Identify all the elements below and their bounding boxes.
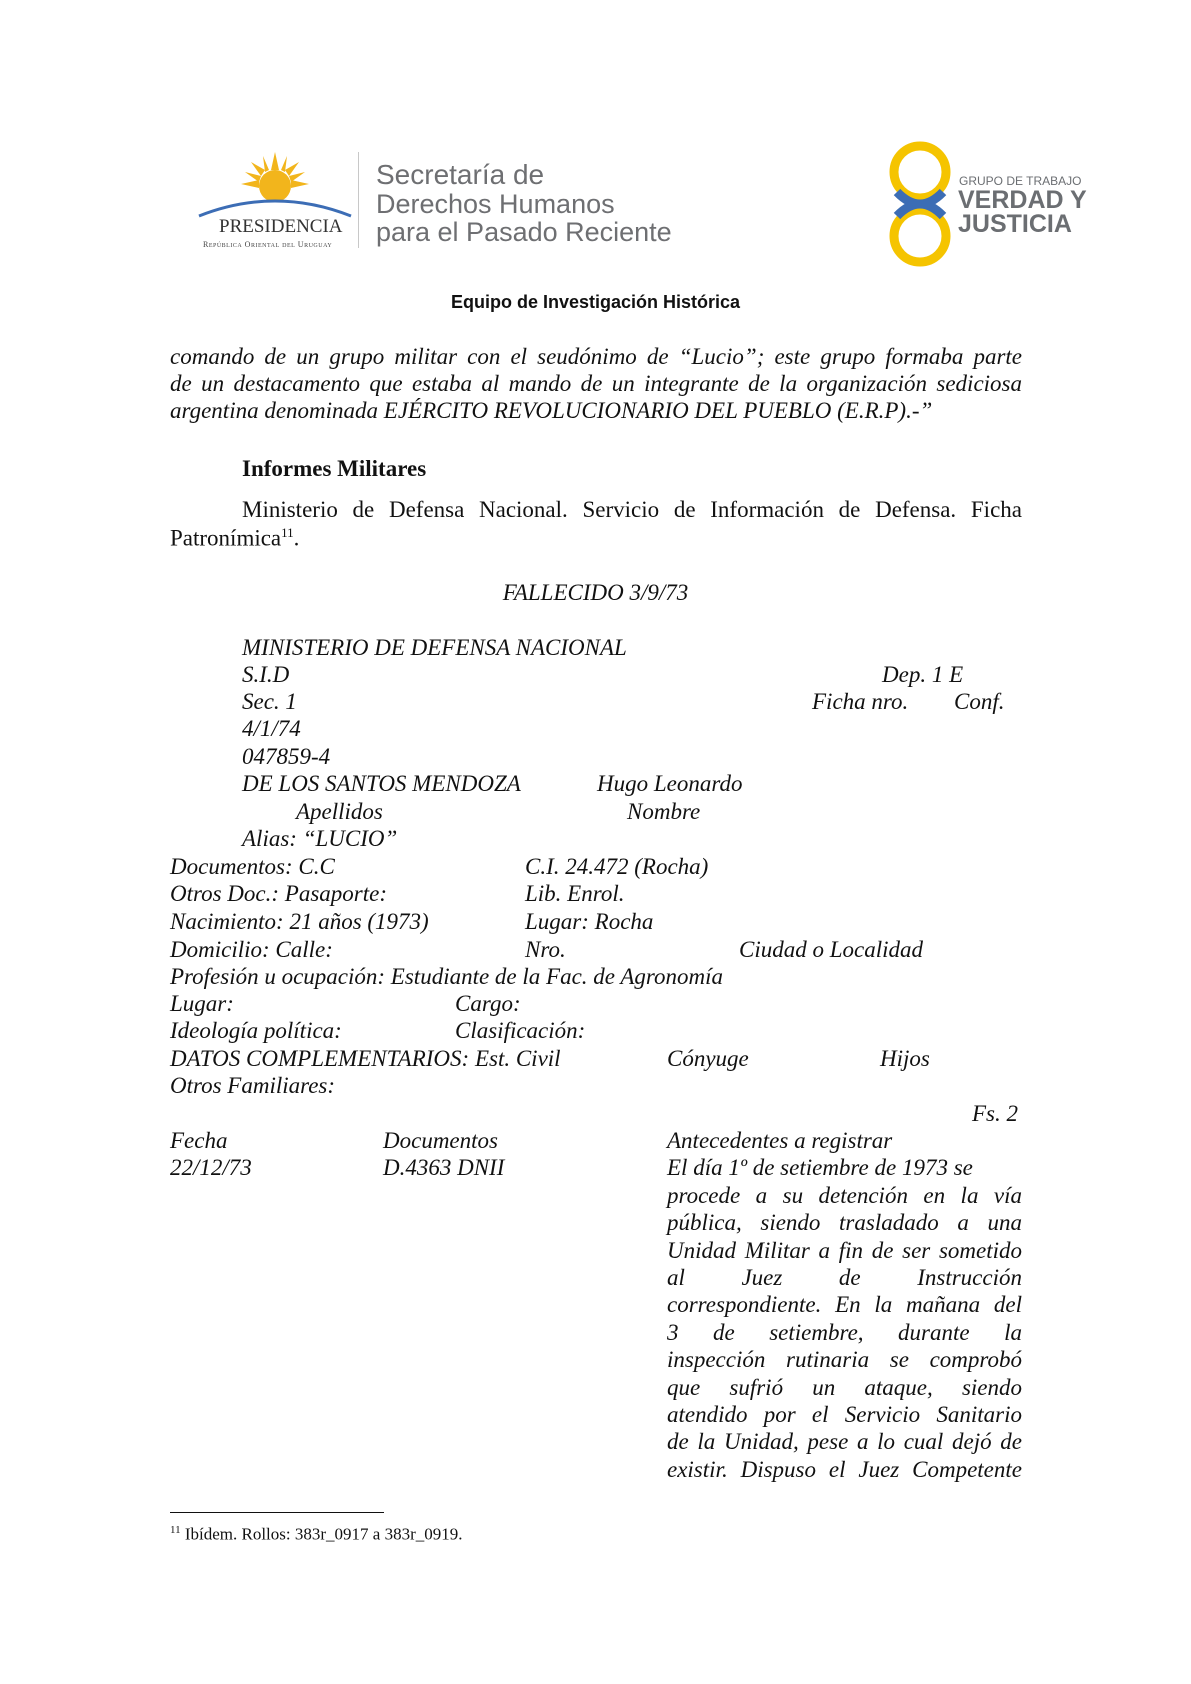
antecedentes-line: de la Unidad, pese a lo cual dejó de xyxy=(667,1429,1022,1454)
ficha-nacimiento: Nacimiento: 21 años (1973) xyxy=(170,909,429,934)
secretaria-line3: para el Pasado Reciente xyxy=(376,217,672,247)
grupo-line3: JUSTICIA xyxy=(958,210,1072,238)
ficha-conyuge: Cónyuge xyxy=(667,1046,749,1071)
reference-period: . xyxy=(293,525,300,551)
ficha-clasificacion: Clasificación: xyxy=(455,1018,586,1043)
fallecido-title: FALLECIDO 3/9/73 xyxy=(502,580,689,605)
antecedentes-line: 3 de setiembre, durante la xyxy=(667,1320,1022,1345)
ficha-conf: Conf. xyxy=(954,689,1005,714)
presidencia-subtext: República Oriental del Uruguay xyxy=(203,240,333,249)
ficha-otros-doc: Otros Doc.: Pasaporte: xyxy=(170,881,387,906)
logo-divider xyxy=(358,152,359,248)
sun-icon xyxy=(195,150,355,222)
antecedentes-line: pública, siendo trasladado a una xyxy=(667,1210,1022,1235)
ficha-sec: Sec. 1 xyxy=(242,689,297,714)
presidencia-logo xyxy=(195,150,355,250)
verdad-justicia-logo xyxy=(885,140,1145,270)
antecedentes-line: correspondiente. En la mañana del xyxy=(667,1292,1022,1317)
reference-line-1: Ministerio de Defensa Nacional. Servicio de Información de Defensa. Ficha xyxy=(242,497,1022,522)
col-documentos: Documentos xyxy=(383,1128,498,1153)
ficha-lugar-nac: Lugar: Rocha xyxy=(525,909,654,934)
ficha-ideologia: Ideología política: xyxy=(170,1018,342,1043)
ficha-otros-familiares: Otros Familiares: xyxy=(170,1073,336,1098)
intro-line-2: de un destacamento que estaba al mando de un integrante de la organización sediciosa xyxy=(170,371,1022,396)
row-fecha: 22/12/73 xyxy=(170,1155,252,1180)
presidencia-text: PRESIDENCIA xyxy=(219,216,343,237)
footnote-mark: 11 xyxy=(170,1524,181,1536)
ficha-hijos: Hijos xyxy=(880,1046,930,1071)
ficha-profesion: Profesión u ocupación: Estudiante de la Fac. de Agronomía xyxy=(170,964,723,989)
ficha-lugar: Lugar: xyxy=(170,991,234,1016)
secretaria-line2: Derechos Humanos xyxy=(376,189,615,219)
ficha-domicilio: Domicilio: Calle: xyxy=(170,937,333,962)
reference-text: Patronímica xyxy=(170,525,282,551)
grupo-line1: GRUPO DE TRABAJO xyxy=(959,174,1082,188)
secretaria-line1: Secretaría de xyxy=(376,159,545,190)
ficha-date: 4/1/74 xyxy=(242,716,301,741)
col-antecedentes: Antecedentes a registrar xyxy=(667,1128,893,1153)
reference-line-2 xyxy=(170,525,299,552)
ficha-datos-complementarios: DATOS COMPLEMENTARIOS: Est. Civil xyxy=(170,1046,561,1071)
ficha-fs: Fs. 2 xyxy=(972,1101,1018,1126)
ficha-lib-enrol: Lib. Enrol. xyxy=(525,881,625,906)
antecedentes-line: que sufrió un ataque, siendo xyxy=(667,1375,1022,1400)
ficha-ministerio: MINISTERIO DE DEFENSA NACIONAL xyxy=(242,635,627,660)
antecedentes-line: procede a su detención en la vía xyxy=(667,1183,1022,1208)
antecedentes-line: al Juez de Instrucción xyxy=(667,1265,1022,1290)
ficha-number: 047859-4 xyxy=(242,744,331,769)
ficha-ci: C.I. 24.472 (Rocha) xyxy=(525,854,709,879)
row-documento: D.4363 DNII xyxy=(383,1155,505,1180)
ficha-ciudad: Ciudad o Localidad xyxy=(739,937,924,962)
team-title: Equipo de Investigación Histórica xyxy=(450,292,741,312)
footnote xyxy=(170,1524,463,1545)
ficha-nro: Nro. xyxy=(525,937,566,962)
ficha-nombre-label: Nombre xyxy=(627,799,701,824)
antecedentes-line: Unidad Militar a fin de ser sometido xyxy=(667,1238,1022,1263)
ficha-apellidos-value: DE LOS SANTOS MENDOZA xyxy=(242,771,521,796)
rings-icon xyxy=(885,140,955,268)
intro-line-1: comando de un grupo militar con el seudónimo de “Lucio”; este grupo formaba parte xyxy=(170,344,1022,369)
footnote-ref: 11 xyxy=(281,525,294,540)
ficha-documentos: Documentos: C.C xyxy=(170,854,335,879)
col-fecha: Fecha xyxy=(170,1128,228,1153)
antecedentes-line: existir. Dispuso el Juez Competente xyxy=(667,1457,1022,1482)
antecedentes-line: inspección rutinaria se comprobó xyxy=(667,1347,1022,1372)
ficha-cargo: Cargo: xyxy=(455,991,521,1016)
ficha-sid: S.I.D xyxy=(242,662,290,687)
footnote-text: Ibídem. Rollos: 383r_0917 a 383r_0919. xyxy=(184,1524,463,1544)
intro-line-3: argentina denominada EJÉRCITO REVOLUCIONARIO DEL PUEBLO (E.R.P).-” xyxy=(170,398,933,423)
footnote-divider xyxy=(170,1512,384,1513)
ficha-dep: Dep. 1 E xyxy=(882,662,964,687)
antecedentes-line: atendido por el Servicio Sanitario xyxy=(667,1402,1022,1427)
ficha-nro-label: Ficha nro. xyxy=(812,689,909,714)
ficha-alias: Alias: “LUCIO” xyxy=(242,826,398,851)
antecedentes-line: El día 1º de setiembre de 1973 se xyxy=(667,1155,973,1180)
section-heading: Informes Militares xyxy=(242,456,427,481)
grupo-line2: VERDAD Y xyxy=(958,186,1087,214)
secretaria-text xyxy=(376,160,672,246)
ficha-apellidos-label: Apellidos xyxy=(296,799,383,824)
ficha-nombre-value: Hugo Leonardo xyxy=(597,771,743,796)
